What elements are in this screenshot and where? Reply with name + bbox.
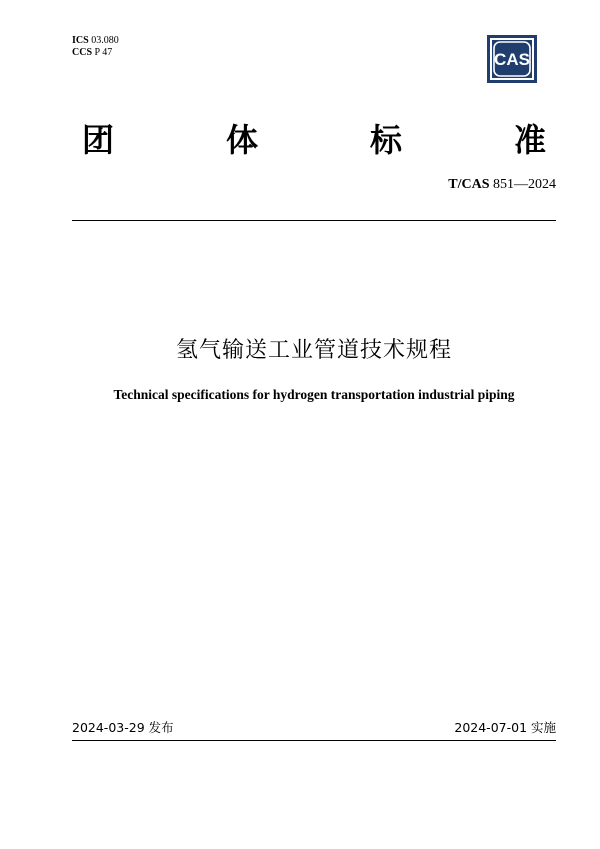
implementation-date: 2024-07-01 实施	[454, 720, 556, 735]
ics-code: 03.080	[91, 35, 119, 46]
ccs-code: P 47	[94, 47, 113, 58]
english-title: Technical specifications for hydrogen transportation industrial piping	[113, 387, 515, 402]
cas-logo	[486, 34, 538, 84]
cas-logo-text: CAS	[494, 50, 530, 69]
standard-type-char: 准	[514, 121, 547, 159]
ccs-classification	[72, 47, 112, 59]
footer-divider	[72, 740, 556, 741]
ccs-label: CCS	[72, 47, 93, 58]
standard-type-char: 体	[226, 121, 259, 159]
ics-label: ICS	[72, 35, 89, 46]
chinese-title: 氢气输送工业管道技术规程	[175, 338, 452, 363]
standard-number	[448, 177, 556, 193]
standard-type-char: 标	[370, 121, 403, 159]
header-divider	[72, 220, 556, 221]
ics-classification	[72, 35, 119, 47]
issue-date: 2024-03-29 发布	[72, 720, 174, 735]
standard-number-value: 851—2024	[493, 177, 556, 192]
standard-number-prefix: T/CAS	[448, 177, 490, 192]
standard-type-char: 团	[82, 121, 115, 159]
